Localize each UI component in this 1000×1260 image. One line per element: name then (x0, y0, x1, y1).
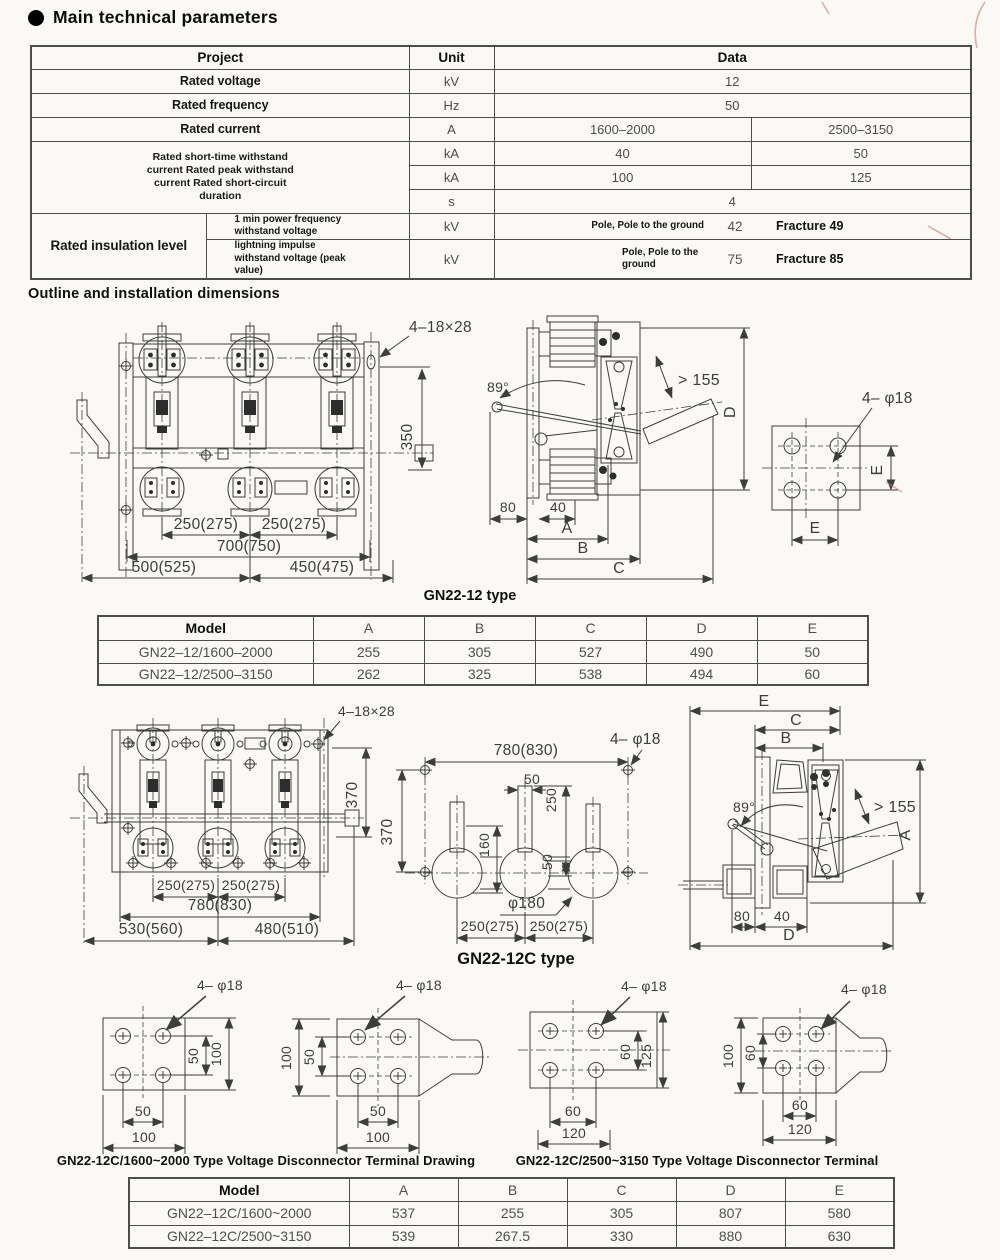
dim-C: C (613, 560, 625, 577)
unit-duration: s (409, 189, 494, 213)
t3-header-d: D (676, 1178, 785, 1201)
data-power-frequency (494, 213, 971, 239)
parameters-table (30, 45, 972, 280)
t2-r2-c: 538 (535, 663, 646, 685)
value-short-time-1: 40 (494, 141, 751, 165)
dim-250-275-f: 250(275) (529, 918, 589, 934)
dim-370-front: 370 (344, 781, 361, 809)
t3-r2-d: 880 (676, 1225, 785, 1248)
pole-label-2: Pole, Pole to the ground (622, 246, 699, 271)
dim-4phi18-t4: 4– φ18 (841, 981, 887, 997)
dim-C-12c: C (790, 712, 802, 729)
dim-t1-100-side: 100 (208, 1041, 224, 1067)
t3-header-c: C (567, 1178, 676, 1201)
t2-r1-d: 490 (646, 640, 757, 663)
value-peak-2: 125 (751, 165, 971, 189)
dim-89deg: 89° (487, 379, 510, 395)
value-power-frequency: 42 (727, 218, 743, 234)
label-insulation-level: Rated insulation level (31, 213, 206, 279)
label-rated-frequency: Rated frequency (31, 93, 409, 117)
dim-500-525: 500(525) (131, 559, 197, 576)
t2-r1-e: 50 (757, 640, 868, 663)
unit-rated-frequency: Hz (409, 93, 494, 117)
t3-header-b: B (458, 1178, 567, 1201)
dim-700-750: 700(750) (216, 538, 282, 555)
t2-header-d: D (646, 616, 757, 640)
dim-bolt-callout-12c: 4–18×28 (338, 703, 395, 719)
dim-t1-50-side: 50 (185, 1047, 201, 1065)
t2-header-c: C (535, 616, 646, 640)
t3-r2-a: 539 (349, 1225, 458, 1248)
t2-r2-b: 325 (424, 663, 535, 685)
t3-r2-model: GN22–12C/2500~3150 (129, 1225, 349, 1248)
label-rated-voltage: Rated voltage (31, 69, 409, 93)
t2-r2-d: 494 (646, 663, 757, 685)
value-lightning-impulse: 75 (727, 251, 743, 267)
bullet-icon (28, 10, 44, 26)
value-short-time-2: 50 (751, 141, 971, 165)
value-rated-current-2: 2500–3150 (751, 117, 971, 141)
drawing-gn22-12c-front-view (70, 703, 395, 946)
drawing-gn22-12c-plan-view (379, 731, 661, 944)
dim-4phi18-plan: 4– φ18 (610, 731, 661, 748)
dim-250-275-d: 250(275) (221, 877, 281, 893)
t3-r1-a: 537 (349, 1201, 458, 1225)
dim-450-475: 450(475) (289, 559, 355, 576)
dim-t2-100-bottom: 100 (365, 1129, 391, 1145)
terminal-caption-right: GN22-12C/2500~3150 Type Voltage Disconnector Terminal (515, 1153, 879, 1168)
header-unit: Unit (409, 46, 494, 69)
dim-350: 350 (399, 423, 416, 451)
dim-t4-60-side: 60 (742, 1044, 758, 1062)
dim-4phi18-plate12: 4– φ18 (862, 390, 913, 407)
dim-A: A (561, 520, 573, 537)
t2-r1-b: 305 (424, 640, 535, 663)
unit-peak: kA (409, 165, 494, 189)
drawing-terminal-1600-flat (103, 977, 243, 1154)
pole-label-1: Pole, Pole to the ground (591, 220, 705, 232)
fracture-power-frequency: Fracture 49 (776, 219, 844, 234)
unit-lightning-impulse: kV (409, 239, 494, 279)
t3-r2-b: 267.5 (458, 1225, 567, 1248)
dim-4phi18-t3: 4– φ18 (621, 978, 667, 994)
t2-header-a: A (313, 616, 424, 640)
value-rated-voltage: 12 (494, 69, 971, 93)
label-rated-current: Rated current (31, 117, 409, 141)
dim-250-275-e: 250(275) (460, 918, 520, 934)
sublabel-lightning-impulse: lightning impulse withstand voltage (peak value) (206, 239, 409, 279)
unit-rated-voltage: kV (409, 69, 494, 93)
table-row (129, 1225, 894, 1248)
page-title-row (28, 7, 278, 28)
t3-r1-c: 305 (567, 1201, 676, 1225)
dim-t4-120-bottom: 120 (787, 1121, 813, 1137)
dim-t3-60-side: 60 (617, 1043, 633, 1061)
dim-40: 40 (549, 499, 567, 515)
dim-50-mid: 50 (539, 853, 555, 871)
dim-480-510: 480(510) (254, 921, 320, 938)
dim-E-12c: E (758, 693, 770, 710)
drawing-gn22-12c-side-view (678, 693, 926, 950)
dim-B: B (577, 540, 589, 557)
t3-r1-model: GN22–12C/1600~2000 (129, 1201, 349, 1225)
unit-short-time: kA (409, 141, 494, 165)
dim-4phi18-t2: 4– φ18 (396, 977, 442, 993)
header-data: Data (494, 46, 971, 69)
t3-r1-d: 807 (676, 1201, 785, 1225)
table-row (98, 663, 868, 685)
t3-r1-e: 580 (785, 1201, 894, 1225)
dim-89deg-12c: 89° (733, 799, 756, 815)
dim-250-275-c: 250(275) (156, 877, 216, 893)
data-lightning-impulse (494, 239, 971, 279)
table-row (129, 1201, 894, 1225)
dim-t3-60-bottom: 60 (564, 1103, 582, 1119)
t3-header-e: E (785, 1178, 894, 1201)
value-duration: 4 (494, 189, 971, 213)
dim-780-830-plan: 780(830) (493, 742, 559, 759)
dim-A-12c: A (897, 829, 914, 841)
t3-r2-e: 630 (785, 1225, 894, 1248)
t3-r1-b: 255 (458, 1201, 567, 1225)
terminal-caption-left: GN22-12C/1600~2000 Type Voltage Disconnector Terminal Drawing (56, 1153, 476, 1168)
dim-780-830-front: 780(830) (187, 897, 253, 914)
dim-bolt-callout: 4–18×28 (409, 319, 472, 336)
gn22-12-dimensions-table (97, 615, 869, 686)
dim-40-12c: 40 (773, 908, 791, 924)
t2-header-e: E (757, 616, 868, 640)
dim-530-560: 530(560) (118, 921, 184, 938)
sublabel-power-frequency: 1 min power frequency withstand voltage (206, 213, 409, 239)
table-row (98, 640, 868, 663)
dim-t2-50-bottom: 50 (369, 1103, 387, 1119)
dim-t4-100-side: 100 (720, 1043, 736, 1069)
dim-t4-60-bottom: 60 (791, 1097, 809, 1113)
label-withstand-text: Rated short-time withstand current Rated peak withstand current Rated short-circuit duration (146, 150, 294, 203)
label-withstand-group (31, 141, 409, 213)
dim-250-275-a: 250(275) (173, 516, 239, 533)
dim-250-vert: 250 (543, 787, 559, 813)
unit-rated-current: A (409, 117, 494, 141)
dim-D-12c: D (783, 927, 795, 944)
outline-heading: Outline and installation dimensions (28, 286, 280, 302)
gn22-12-type-title: GN22-12 type (423, 588, 517, 604)
dim-t2-100-side: 100 (278, 1045, 294, 1071)
drawing-terminal-2500-flat (518, 978, 670, 1150)
page-title: Main technical parameters (53, 7, 278, 27)
dim-160: 160 (476, 832, 492, 858)
dim-4phi18-t1: 4– φ18 (197, 977, 243, 993)
unit-power-frequency: kV (409, 213, 494, 239)
gn22-12c-type-title: GN22-12C type (457, 950, 575, 968)
drawing-gn22-12-side-view (487, 316, 750, 584)
dim-250-275-b: 250(275) (261, 516, 327, 533)
dim-80-12c: 80 (733, 908, 751, 924)
dim-t1-50-bottom: 50 (134, 1103, 152, 1119)
t2-r2-a: 262 (313, 663, 424, 685)
dim-D: D (722, 406, 739, 418)
drawing-gn22-12-terminal-plate (762, 390, 913, 546)
t2-header-model: Model (98, 616, 313, 640)
t2-r2-model: GN22–12/2500–3150 (98, 663, 313, 685)
t2-r1-c: 527 (535, 640, 646, 663)
dim-t3-120-bottom: 120 (561, 1125, 587, 1141)
dim-gt155-12c: > 155 (874, 799, 916, 816)
dim-80: 80 (499, 499, 517, 515)
drawing-terminal-2500-lug (720, 981, 893, 1146)
dim-gt155: > 155 (678, 372, 720, 389)
value-rated-frequency: 50 (494, 93, 971, 117)
header-project: Project (31, 46, 409, 69)
dim-E-bottom: E (809, 520, 821, 537)
dim-phi180: φ180 (508, 895, 546, 912)
t2-r1-a: 255 (313, 640, 424, 663)
t2-r2-e: 60 (757, 663, 868, 685)
dim-B-12c: B (780, 730, 792, 747)
value-rated-current-1: 1600–2000 (494, 117, 751, 141)
dim-t3-125-side: 125 (638, 1043, 654, 1069)
gn22-12c-dimensions-table (128, 1177, 895, 1249)
t3-r2-c: 330 (567, 1225, 676, 1248)
t2-header-b: B (424, 616, 535, 640)
dim-370-plan: 370 (379, 818, 396, 846)
drawing-gn22-12-front-view (70, 319, 472, 583)
dim-E-side: E (869, 464, 886, 476)
dim-50-top: 50 (523, 771, 541, 787)
dim-t1-100-bottom: 100 (131, 1129, 157, 1145)
t3-header-a: A (349, 1178, 458, 1201)
fracture-lightning-impulse: Fracture 85 (776, 252, 844, 267)
value-peak-1: 100 (494, 165, 751, 189)
dim-t2-50-side: 50 (301, 1048, 317, 1066)
t2-r1-model: GN22–12/1600–2000 (98, 640, 313, 663)
t3-header-model: Model (129, 1178, 349, 1201)
drawing-terminal-1600-lug (278, 977, 490, 1154)
